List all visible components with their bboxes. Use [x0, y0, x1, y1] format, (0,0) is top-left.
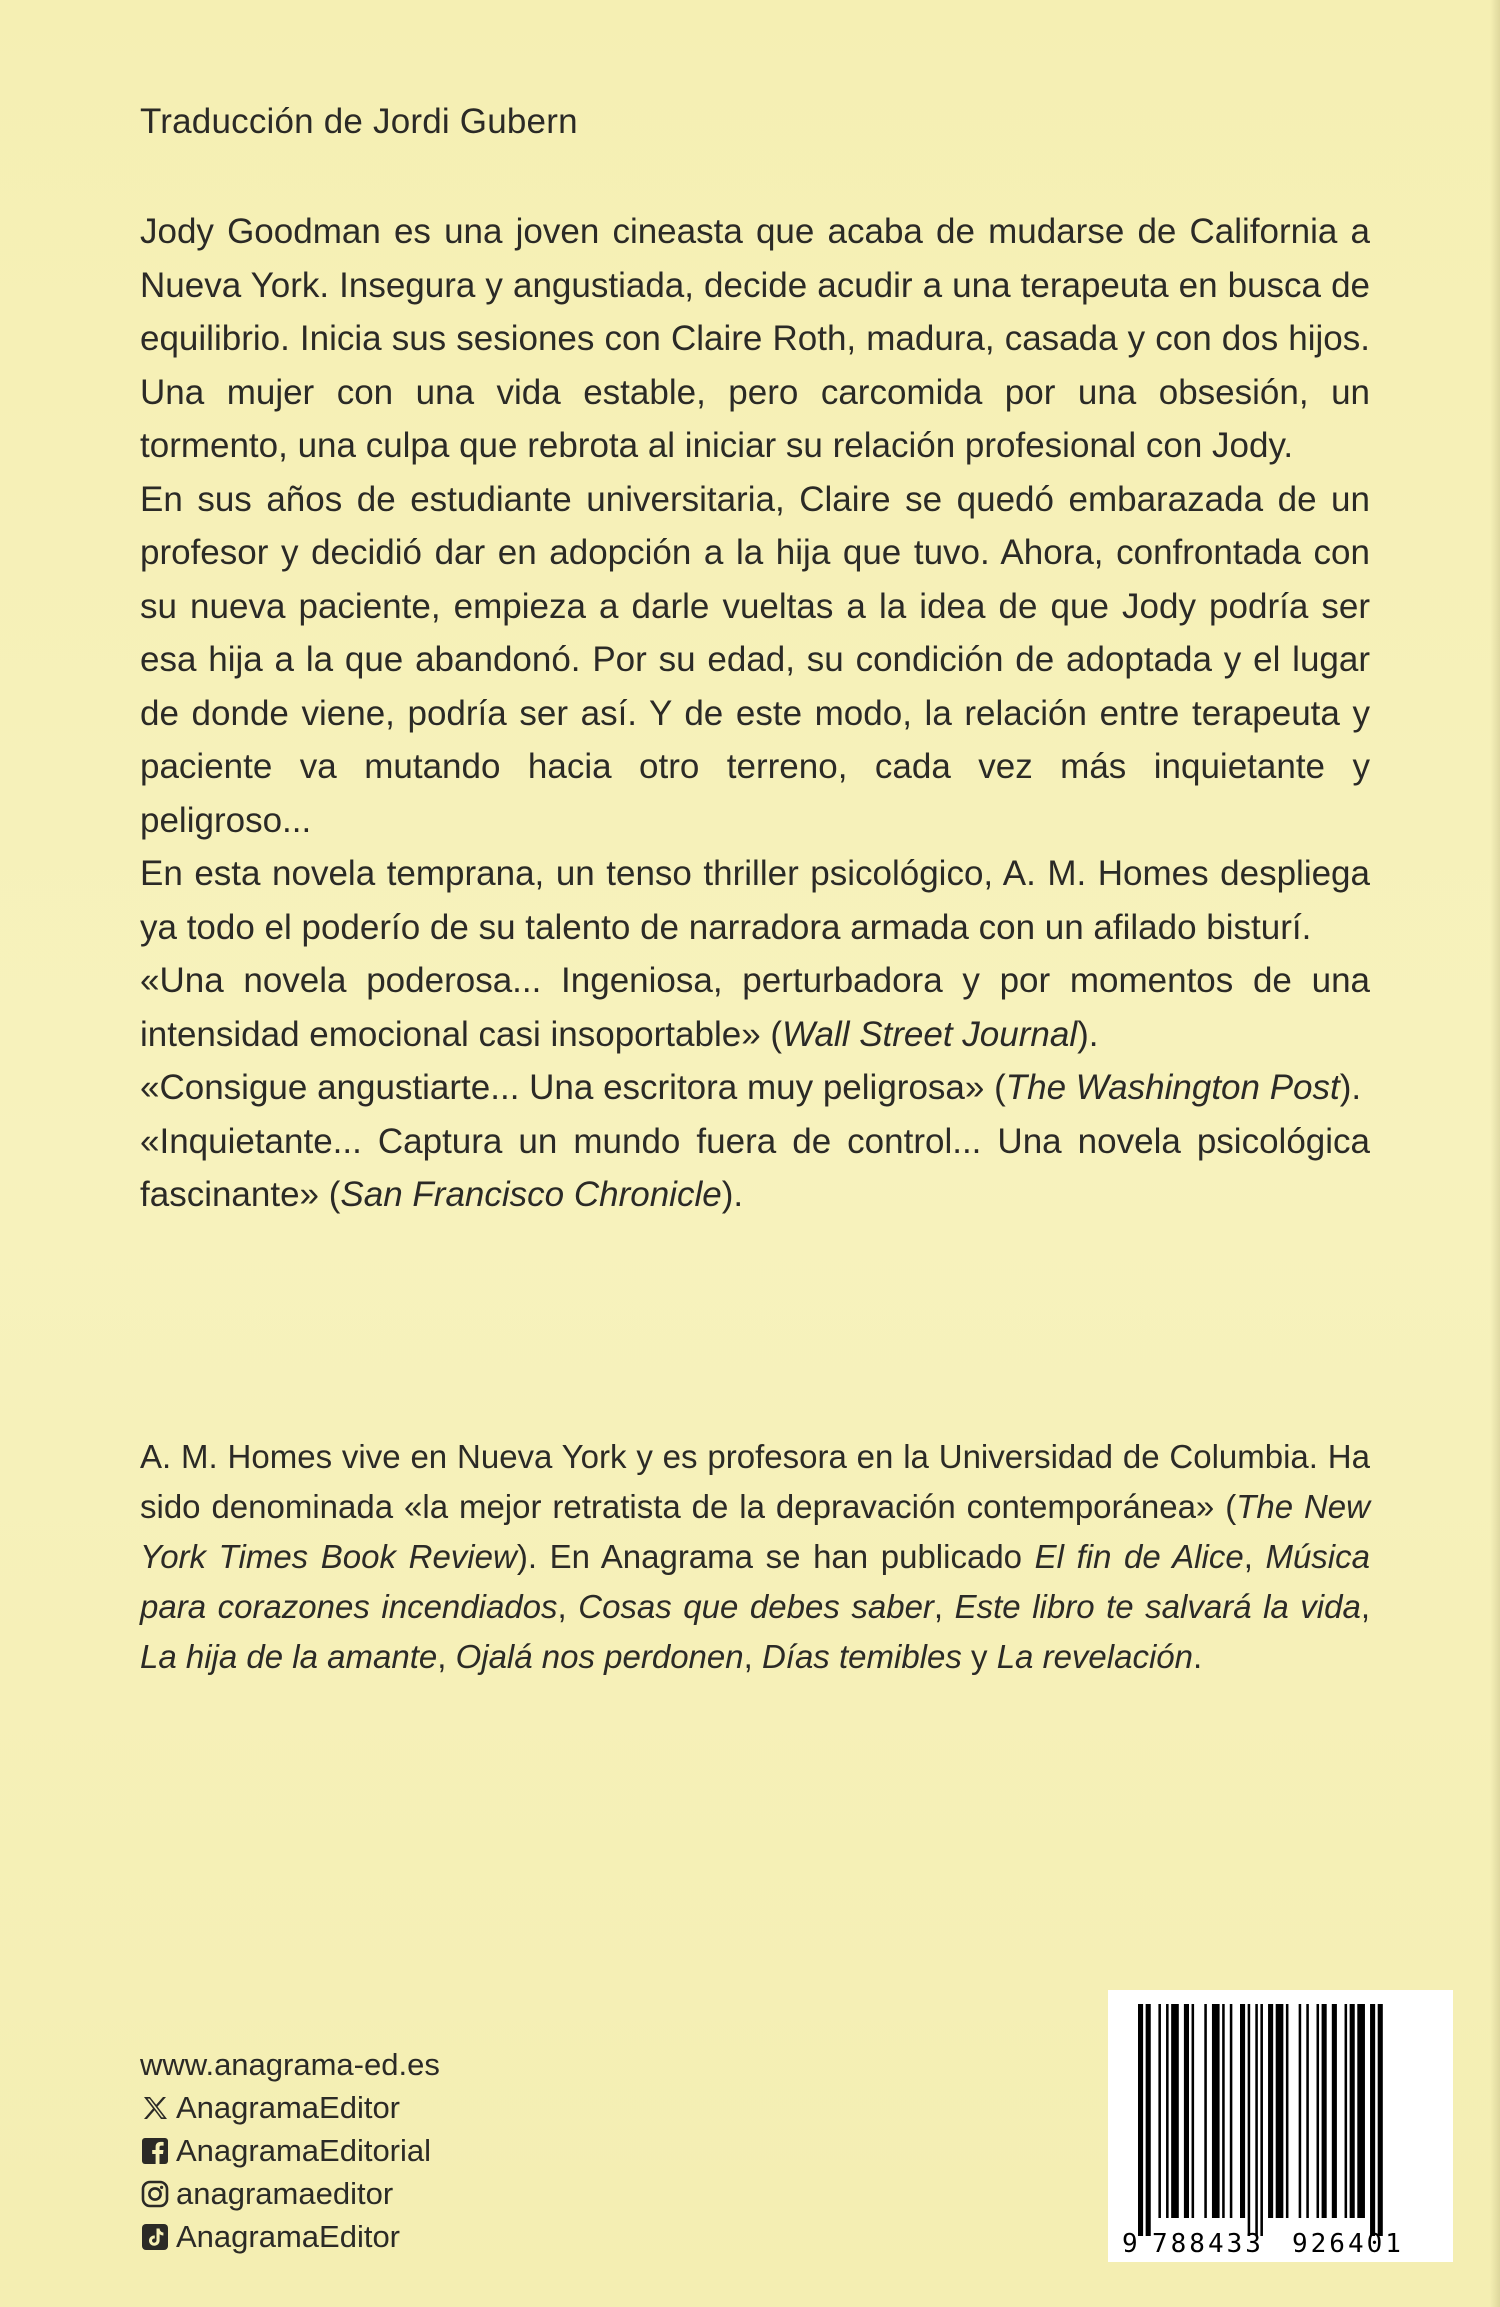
review-quote-3: [140, 1115, 1370, 1222]
barcode-bar-5: [1184, 2004, 1189, 2218]
barcode-bar-21: [1322, 2004, 1327, 2218]
tiktok-handle[interactable]: AnagramaEditor: [176, 2219, 401, 2254]
quote-end: ).: [1339, 1068, 1362, 1107]
barcode-digit-first: 9: [1122, 2229, 1138, 2259]
separator: ,: [437, 1638, 456, 1675]
barcode-digits-group-1: 788433: [1152, 2229, 1264, 2259]
barcode-bar-8: [1212, 2004, 1220, 2218]
barcode-bar-22: [1332, 2004, 1337, 2218]
barcode-bars: [1138, 2004, 1383, 2236]
barcode-bar-1: [1146, 2004, 1151, 2236]
barcode-digits-group-2: 926401: [1292, 2229, 1404, 2259]
quote-text: «Inquietante... Captura un mundo fuera de control... Una novela psicológica fascinante» (: [140, 1121, 1370, 1214]
separator: ,: [557, 1588, 579, 1625]
barcode-bar-6: [1192, 2004, 1195, 2218]
website-link[interactable]: www.anagrama-ed.es: [140, 2047, 440, 2082]
barcode-bar-0: [1138, 2004, 1143, 2236]
book-title: Este libro te salvará la vida: [954, 1588, 1361, 1625]
book-title: Cosas que debes saber: [578, 1588, 934, 1625]
x-icon: [140, 2093, 170, 2123]
barcode-bar-26: [1370, 2004, 1375, 2236]
barcode-bar-27: [1378, 2004, 1383, 2236]
instagram-row[interactable]: [140, 2172, 440, 2215]
separator: ,: [1243, 1538, 1266, 1575]
book-title: El fin de Alice: [1034, 1538, 1244, 1575]
quote-source: San Francisco Chronicle: [340, 1175, 722, 1214]
quote-end: ).: [721, 1175, 744, 1214]
synopsis-paragraph-1: Jody Goodman es una joven cineasta que acaba de mudarse de California a Nueva York. Insegura y angustiada, decide acudir a una terapeuta en busca de equilibrio. Inicia sus sesiones con Claire Roth, madura, casada y con dos hijos. Una mujer con una vida estable, pero carcomida por una obsesión, un tormento, una culpa que rebrota al iniciar su relación profesional con Jody.: [140, 212, 1370, 465]
isbn-barcode: [1108, 1990, 1453, 2262]
barcode-bar-25: [1357, 2004, 1365, 2218]
barcode-bar-13: [1255, 2004, 1258, 2236]
website-row[interactable]: [140, 2043, 440, 2086]
x-row[interactable]: [140, 2086, 440, 2129]
quote-source: Wall Street Journal: [782, 1014, 1078, 1054]
book-title: Música para corazones incendiados: [140, 1538, 1370, 1625]
barcode-bar-10: [1230, 2004, 1233, 2218]
separator: ,: [933, 1588, 955, 1625]
book-title: Ojalá nos perdonen: [455, 1638, 744, 1675]
barcode-bar-16: [1276, 2004, 1284, 2218]
publisher-contacts: [140, 2043, 440, 2258]
quote-text: «Una novela poderosa... Ingeniosa, perturbadora y por momentos de una intensidad emocional casi insoportable» (: [140, 961, 1370, 1054]
translation-credit: Traducción de Jordi Gubern: [140, 102, 578, 141]
instagram-handle[interactable]: anagramaeditor: [176, 2176, 394, 2211]
separator: ,: [1360, 1588, 1371, 1625]
quote-source: The: [1005, 1068, 1067, 1107]
barcode-bar-12: [1248, 2004, 1251, 2236]
facebook-row[interactable]: [140, 2129, 440, 2172]
separator: .: [1193, 1638, 1203, 1675]
barcode-bar-9: [1222, 2004, 1225, 2218]
barcode-bar-19: [1306, 2004, 1309, 2218]
synopsis-paragraph-2: En sus años de estudiante universitaria, Claire se quedó embarazada de un profesor y decidió dar en adopción a la hija que tuvo. Ahora, confrontada con su nueva paciente, empieza a darle vueltas a la idea de que Jody podría ser esa hija a la que abandonó. Por su edad, su condición de adoptada y el lugar de donde viene, podría ser así. Y de este modo, la relación entre terapeuta y paciente va mutando hacia otro terreno, cada vez más inquietante y peligroso...: [140, 479, 1370, 840]
facebook-handle[interactable]: AnagramaEditorial: [176, 2133, 432, 2168]
quote-source: Washington Post: [1075, 1068, 1340, 1107]
quote-end: ).: [1077, 1014, 1099, 1054]
separator: y: [961, 1638, 997, 1675]
author-bio: [140, 1432, 1370, 1682]
barcode-bar-11: [1240, 2004, 1245, 2218]
barcode-bar-20: [1317, 2004, 1320, 2218]
tiktok-row[interactable]: [140, 2215, 440, 2258]
review-quote-2: [140, 1061, 1370, 1115]
bio-source: The New York Times Book Review: [140, 1488, 1370, 1575]
barcode-bar-4: [1171, 2004, 1179, 2218]
separator: ,: [743, 1638, 762, 1675]
review-quote-1: [140, 954, 1370, 1061]
book-title: La hija de la amante: [140, 1638, 438, 1675]
x-handle[interactable]: AnagramaEditor: [176, 2090, 401, 2125]
barcode-bar-14: [1260, 2004, 1263, 2236]
barcode-bar-23: [1345, 2004, 1348, 2218]
barcode-graphic: [1108, 1990, 1453, 2262]
barcode-bar-3: [1166, 2004, 1169, 2218]
barcode-bar-17: [1286, 2004, 1289, 2218]
book-title: La revelación: [996, 1638, 1193, 1675]
barcode-bar-2: [1158, 2004, 1161, 2218]
bio-text: ). En Anagrama se han publicado: [516, 1538, 1035, 1575]
bio-text: A. M. Homes vive en Nueva York y es profesora en la Universidad de Columbia. Ha sido denominada «la mejor retratista de la depravación contemporánea» (: [140, 1438, 1370, 1525]
barcode-bar-15: [1268, 2004, 1273, 2218]
synopsis: [140, 205, 1370, 1222]
quote-text: «Consigue angustiarte... Una escritora muy peligrosa» (: [140, 1068, 1006, 1107]
instagram-icon: [140, 2179, 170, 2209]
book-title: Días temibles: [761, 1638, 962, 1675]
tiktok-icon: [140, 2222, 170, 2252]
page-edge-shadow: [1490, 0, 1500, 2307]
author-bio-paragraph: [140, 1432, 1370, 1682]
facebook-icon: [140, 2136, 170, 2166]
barcode-bar-24: [1350, 2004, 1355, 2218]
synopsis-paragraph-3: En esta novela temprana, un tenso thriller psicológico, A. M. Homes despliega ya todo el poderío de su talento de narradora armada con un afilado bisturí.: [140, 854, 1370, 947]
barcode-bar-7: [1204, 2004, 1207, 2218]
barcode-bar-18: [1299, 2004, 1302, 2218]
